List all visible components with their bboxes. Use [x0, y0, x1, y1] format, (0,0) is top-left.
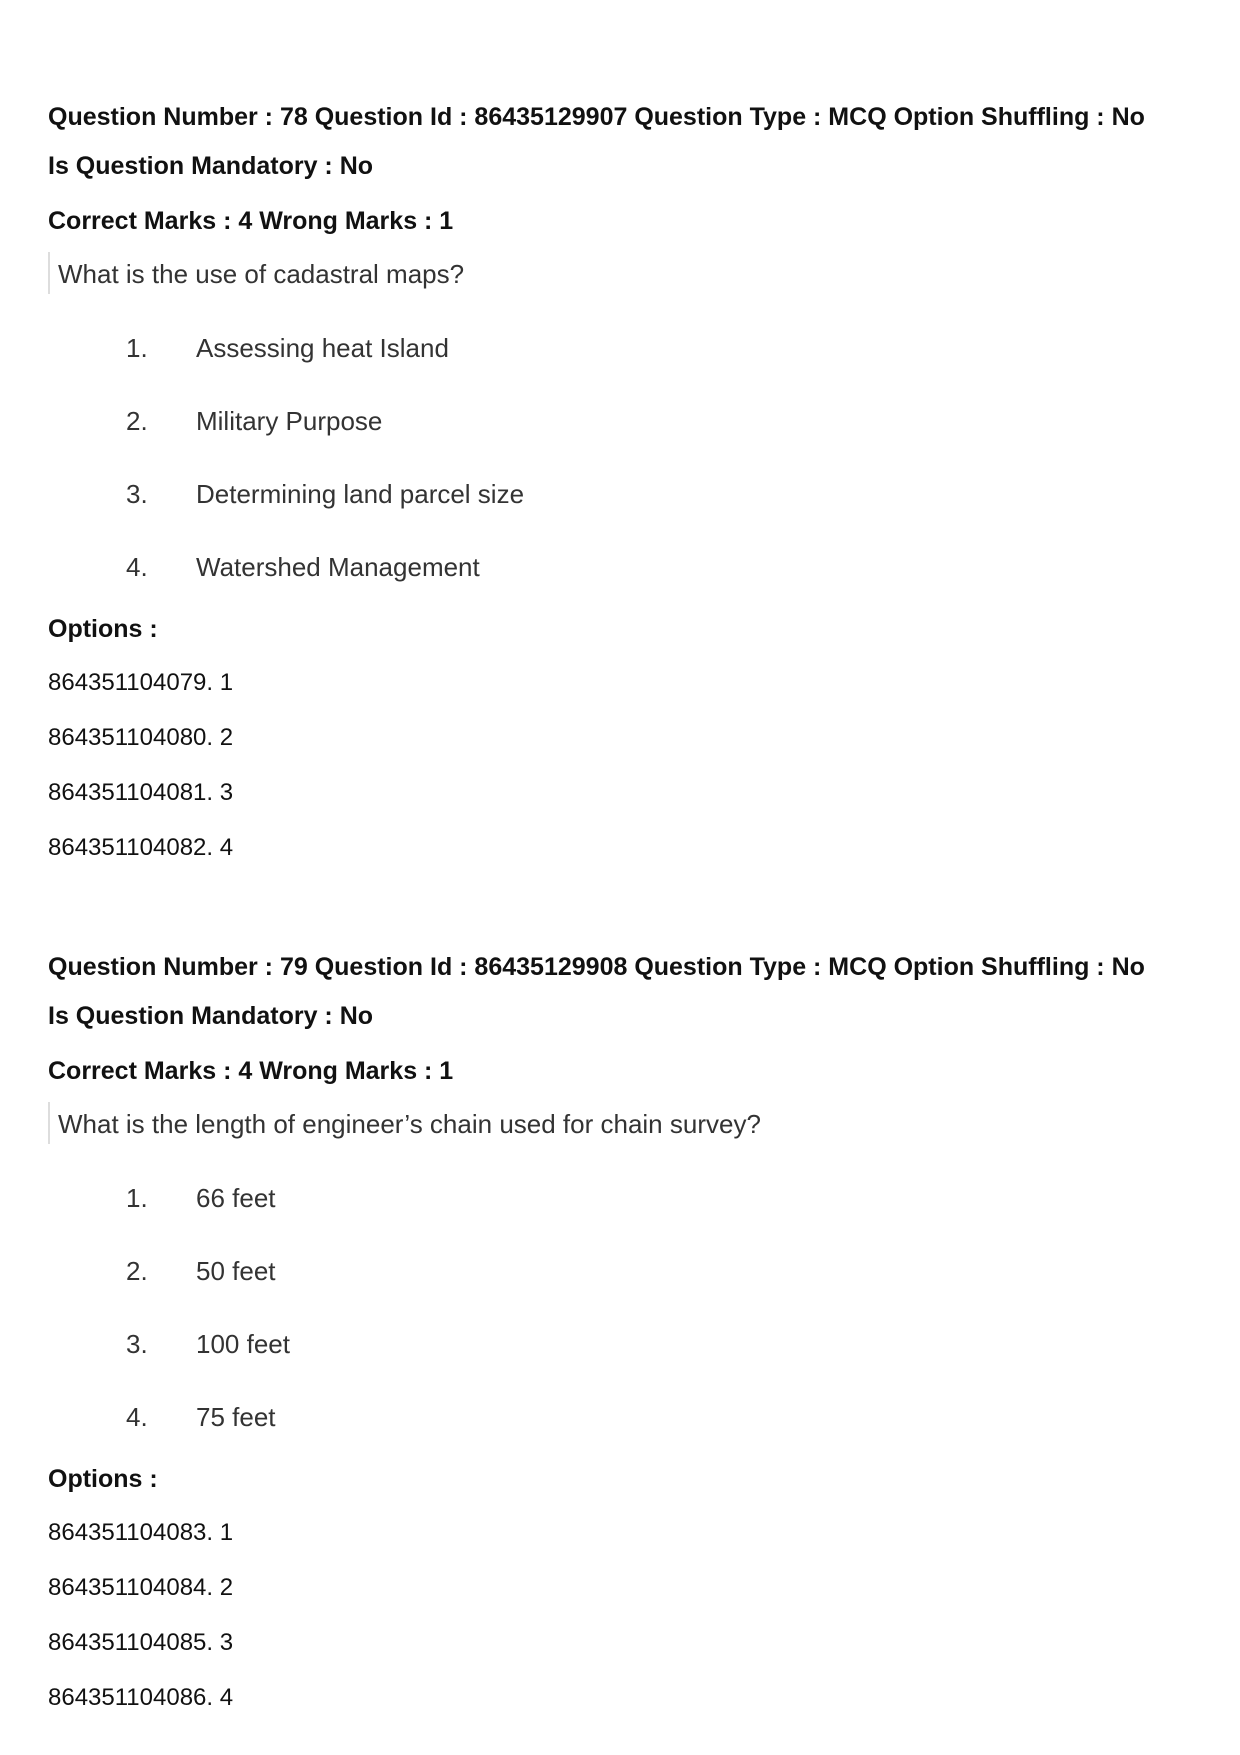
choice-text: 50 feet [196, 1256, 276, 1286]
choice-number: 2. [126, 406, 148, 436]
question-image-edge [48, 252, 50, 294]
choice-number: 4. [126, 1402, 148, 1432]
choice-text: Military Purpose [196, 406, 383, 436]
choice-text: Assessing heat Island [196, 333, 449, 363]
choice-text: Determining land parcel size [196, 479, 525, 509]
choice-number: 3. [126, 479, 148, 509]
question-stem: What is the use of cadastral maps? [58, 259, 465, 289]
choice-number: 1. [126, 1183, 148, 1213]
question-stem: What is the length of engineer’s chain used for chain survey? [58, 1109, 761, 1139]
option-item: 864351104086. 4 [48, 1684, 234, 1711]
question-image-edge [48, 1102, 50, 1144]
choice-number: 2. [126, 1256, 148, 1286]
option-item: 864351104084. 2 [48, 1574, 234, 1601]
options-label: Options : [48, 615, 158, 643]
choice-number: 1. [126, 333, 148, 363]
choice-text: 100 feet [196, 1329, 290, 1359]
option-item: 864351104081. 3 [48, 779, 234, 806]
option-item: 864351104079. 1 [48, 669, 234, 696]
choice-text: 75 feet [196, 1402, 276, 1432]
marks-line: Correct Marks : 4 Wrong Marks : 1 [48, 207, 454, 235]
choice-text: Watershed Management [196, 552, 480, 582]
option-item: 864351104082. 4 [48, 834, 234, 861]
question-header: Question Number : 78 Question Id : 86435129907 Question Type : MCQ Option Shuffling : No [48, 103, 1145, 131]
option-item: 864351104080. 2 [48, 724, 234, 751]
mandatory-line: Is Question Mandatory : No [48, 152, 374, 180]
question-header: Question Number : 79 Question Id : 86435129908 Question Type : MCQ Option Shuffling : No [48, 953, 1145, 981]
choice-number: 3. [126, 1329, 148, 1359]
marks-line: Correct Marks : 4 Wrong Marks : 1 [48, 1057, 454, 1085]
mandatory-line: Is Question Mandatory : No [48, 1002, 374, 1030]
choice-number: 4. [126, 552, 148, 582]
option-item: 864351104085. 3 [48, 1629, 234, 1656]
options-label: Options : [48, 1465, 158, 1493]
option-item: 864351104083. 1 [48, 1519, 234, 1546]
choice-text: 66 feet [196, 1183, 276, 1213]
